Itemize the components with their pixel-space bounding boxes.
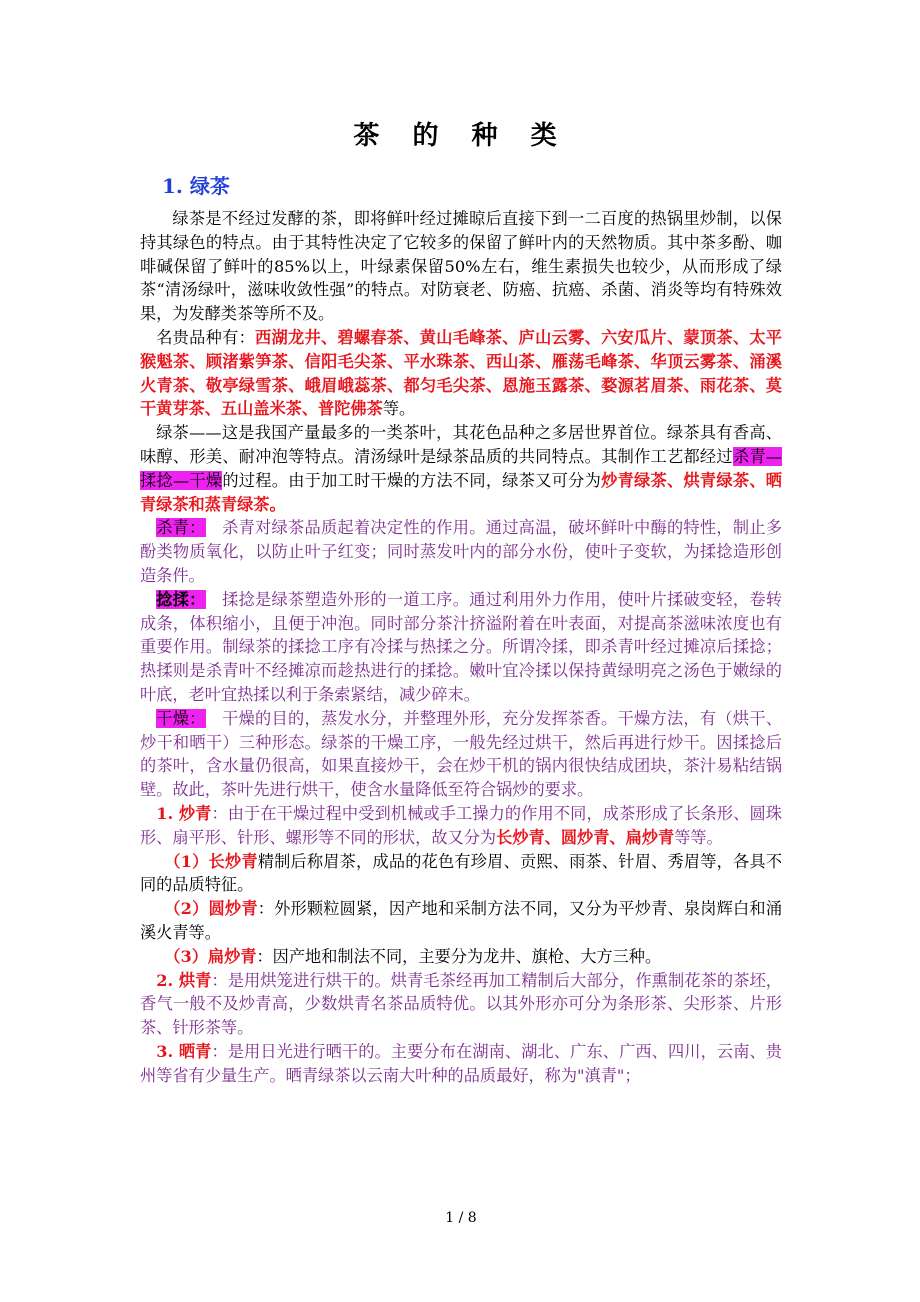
process-types: 炒青绿茶、烘青绿茶、晒青绿茶和蒸青绿茶。	[140, 470, 782, 514]
paragraph-varieties	[140, 326, 782, 421]
paragraph-pan-fired	[140, 802, 782, 850]
paragraph-step-rolling	[140, 588, 782, 707]
varieties-tail: 等。	[382, 399, 416, 419]
process-highlight: 杀青—揉捻—干燥	[140, 446, 782, 490]
step-kill-green-label: 杀青：	[156, 518, 206, 538]
paragraph-green-tea-process	[140, 421, 782, 516]
round-pan-fired-text: ：外形颗粒圆紧，因产地和采制方法不同，又分为平炒青、泉岗辉白和涌溪火青等。	[140, 899, 783, 942]
pan-fired-text-b: 等等。	[674, 827, 723, 847]
page-title: 茶 的 种 类	[353, 121, 569, 151]
paragraph-step-kill-green	[140, 516, 782, 587]
baked-text: ：是用烘笼进行烘干的。烘青毛茶经再加工精制后大部分，作熏制花茶的茶坯，香气一般不及炒青高，少数烘青名茶品质特优。以其外形亦可分为条形茶、尖形茶、片形茶、针形茶等。	[140, 970, 782, 1038]
round-pan-fired-label: （2）圆炒青	[164, 899, 258, 919]
step-kill-green-text: 杀青对绿茶品质起着决定性的作用。通过高温，破坏鲜叶中酶的特性，制止多酚类物质氧化，以防止叶子红变；同时蒸发叶内的部分水份，使叶子变软，为揉捻造形创造条件。	[140, 518, 783, 585]
sun-dried-text: ：是用日光进行晒干的。主要分布在湖南、湖北、广东、广西、四川，云南、贵州等省有少量生产。晒青绿茶以云南大叶种的品质最好，称为"滇青"；	[140, 1041, 782, 1085]
paragraph-long-pan-fired	[140, 850, 782, 898]
paragraph-round-pan-fired	[140, 897, 782, 945]
step-rolling-label: 捻揉：	[156, 589, 206, 609]
varieties-list: 西湖龙井、碧螺春茶、黄山毛峰茶、庐山云雾、六安瓜片、蒙顶茶、太平猴魁茶、顾渚紫笋茶、信阳毛尖茶、平水珠茶、西山茶、雁荡毛峰茶、华顶云雾茶、涌溪火青茶、敬亭绿雪茶、峨眉峨蕊茶、都匀毛尖茶、恩施玉露茶、婺源茗眉茶、雨花茶、莫干黄芽茶、五山盖米茶、普陀佛茶	[140, 327, 782, 419]
long-pan-fired-label: （1）长炒青	[164, 851, 258, 871]
varieties-lead: 名贵品种有：	[156, 327, 256, 347]
process-text-a: 绿茶——这是我国产量最多的一类茶叶，其花色品种之多居世界首位。绿茶具有香高、味醇、形美、耐冲泡等特点。清汤绿叶是绿茶品质的共同特点。其制作工艺都经过	[140, 423, 782, 466]
paragraph-intro: 绿茶是不经过发酵的茶，即将鲜叶经过摊晾后直接下到一二百度的热锅里炒制，以保持其绿色的特点。由于其特性决定了它较多的保留了鲜叶内的天然物质。其中茶多酚、咖啡碱保留了鲜叶的85%以上，叶绿素保留50%左右，维生素损失也较少，从而形成了绿茶“清汤绿叶，滋味收敛性强”的特点。对防衰老、防癌、抗癌、杀菌、消炎等均有特殊效果，为发酵类茶等所不及。	[140, 209, 782, 324]
pan-fired-label: 1. 炒青	[156, 803, 212, 823]
step-drying-label: 干燥：	[156, 708, 206, 728]
pan-fired-types: 长炒青、圆炒青、扁炒青	[496, 827, 675, 847]
section-heading: 1. 绿茶	[162, 174, 230, 198]
paragraph-sun-dried	[140, 1040, 782, 1088]
paragraph-flat-pan-fired	[140, 945, 782, 969]
step-rolling-text: 揉捻是绿茶塑造外形的一道工序。通过利用外力作用，使叶片揉破变轻，卷转成条，体积缩小，且便于冲泡。同时部分茶汁挤溢附着在叶表面，对提高茶滋味浓度也有重要作用。制绿茶的揉捻工序有冷揉与热揉之分。所谓冷揉，即杀青叶经过摊凉后揉捻；热揉则是杀青叶不经摊凉而趁热进行的揉捻。嫩叶宜冷揉以保持黄绿明亮之汤色于嫩绿的叶底，老叶宜热揉以利于条索紧结，减少碎末。	[140, 589, 783, 704]
sun-dried-label: 3. 晒青	[156, 1041, 212, 1061]
baked-label: 2. 烘青	[156, 970, 212, 990]
paragraph-baked	[140, 969, 782, 1040]
document-body	[140, 207, 782, 1087]
paragraph-step-drying	[140, 707, 782, 802]
page-number: 1 / 8	[445, 1210, 477, 1226]
step-drying-text: 干燥的目的，蒸发水分，并整理外形，充分发挥茶香。干燥方法，有（烘干、炒干和晒干）三种形态。绿茶的干燥工序，一般先经过烘干，然后再进行炒干。因揉捻后的茶叶，含水量仍很高，如果直接炒干，会在炒干机的锅内很快结成团块，茶汁易粘结锅壁。故此，茶叶先进行烘干，使含水量降低至符合锅炒的要求。	[140, 708, 783, 800]
flat-pan-fired-text: ：因产地和制法不同，主要分为龙井、旗枪、大方三种。	[256, 946, 662, 966]
flat-pan-fired-label: （3）扁炒青	[164, 946, 257, 966]
process-text-b: 的过程。由于加工时干燥的方法不同，绿茶又可分为	[222, 470, 602, 490]
long-pan-fired-text: 精制后称眉茶，成品的花色有珍眉、贡熙、雨茶、针眉、秀眉等，各具不同的品质特征。	[140, 851, 783, 895]
pan-fired-text-a: ：由于在干燥过程中受到机械或手工操力的作用不同，成茶形成了长条形、圆珠形、扇平形、针形、螺形等不同的形状，故又分为	[140, 803, 782, 847]
